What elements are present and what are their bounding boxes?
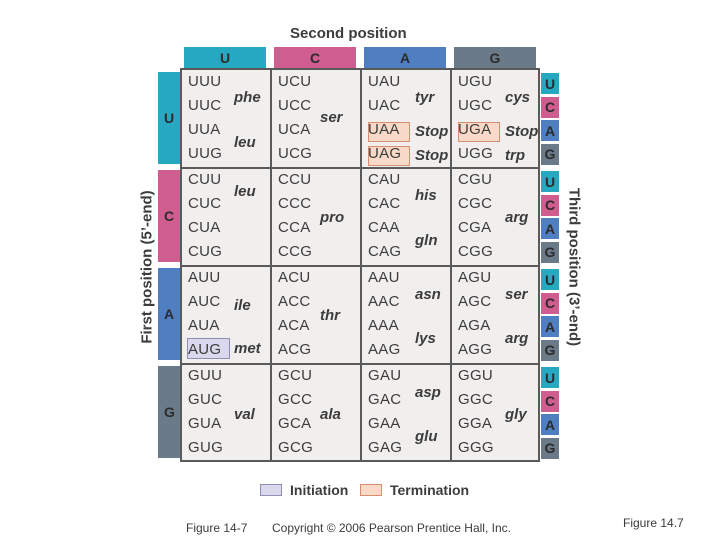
amino-acid-label: val (234, 406, 255, 423)
codon-cell: GCU (278, 367, 313, 384)
codon-cell: UCU (278, 73, 312, 90)
amino-acid-label: his (415, 187, 437, 204)
codon-cell: UUU (188, 73, 222, 90)
amino-acid-label: glu (415, 428, 438, 445)
header-label: C (164, 208, 175, 224)
third-position-cell: C (540, 292, 560, 315)
codon-cell: UGC (458, 97, 493, 114)
codon-cell: CAU (368, 171, 401, 188)
header-label: A (399, 50, 411, 66)
third-position-cell: A (540, 413, 560, 436)
amino-acid-label: trp (505, 147, 525, 164)
first-position-header-g (158, 366, 182, 458)
amino-acid-label: met (234, 340, 261, 357)
second-position-header-a (364, 47, 446, 69)
third-position-cell: G (540, 241, 560, 264)
codon-cell: AAC (368, 293, 400, 310)
figure-caption-left: Figure 14-7 (186, 521, 248, 535)
amino-acid-label: asp (415, 384, 441, 401)
third-position-label: Third position (3’-end) (565, 187, 583, 347)
copyright-text: Copyright © 2006 Pearson Prentice Hall, Inc. (272, 521, 511, 535)
codon-cell: AUC (188, 293, 221, 310)
amino-acid-label: arg (505, 209, 529, 226)
codon-cell: GGA (458, 415, 493, 432)
codon-cell: GGG (458, 439, 494, 456)
codon-cell: GGU (458, 367, 494, 384)
figure-caption-right: Figure 14.7 (623, 516, 684, 530)
second-position-header-c (274, 47, 356, 69)
codon-cell: GUU (188, 367, 223, 384)
second-position-header-g (454, 47, 536, 69)
codon-cell: AUA (188, 317, 220, 334)
termination-legend-swatch (360, 484, 382, 496)
header-label: U (164, 110, 175, 126)
codon-cell: GUA (188, 415, 222, 432)
initiation-legend-label: Initiation (290, 482, 349, 498)
codon-cell: ACA (278, 317, 310, 334)
amino-acid-label: thr (320, 307, 340, 324)
codon-cell: CAC (368, 195, 401, 212)
third-position-cell: U (540, 268, 560, 291)
codon-cell: CCU (278, 171, 312, 188)
codon-cell: GCC (278, 391, 313, 408)
third-position-cell: A (540, 315, 560, 338)
third-position-cell: U (540, 170, 560, 193)
amino-acid-label: ser (320, 109, 343, 126)
first-position-header-u (158, 72, 182, 164)
amino-acid-label: tyr (415, 89, 435, 106)
third-position-cell: A (540, 119, 560, 142)
codon-cell: CCA (278, 219, 311, 236)
amino-acid-label: leu (234, 134, 256, 151)
amino-acid-label: ile (234, 297, 251, 314)
codon-cell: CAA (368, 219, 400, 236)
codon-cell: CAG (368, 243, 402, 260)
codon-cell: AUU (188, 269, 221, 286)
codon-cell: UGA (458, 121, 492, 138)
amino-acid-label: gln (415, 232, 438, 249)
third-position-cell: G (540, 339, 560, 362)
codon-cell: CUA (188, 219, 221, 236)
header-label: A (164, 306, 175, 322)
second-position-header-u (184, 47, 266, 69)
third-position-cell: G (540, 437, 560, 460)
codon-cell: ACC (278, 293, 311, 310)
amino-acid-label: phe (234, 89, 261, 106)
amino-acid-label: gly (505, 406, 527, 423)
header-label: U (219, 50, 231, 66)
codon-cell: GAU (368, 367, 402, 384)
codon-cell: UAA (368, 121, 400, 138)
codon-cell: UCA (278, 121, 311, 138)
codon-cell: GCG (278, 439, 314, 456)
amino-acid-label: Stop (415, 123, 449, 140)
amino-acid-label: asn (415, 286, 441, 303)
codon-cell: CUU (188, 171, 222, 188)
codon-cell: UGU (458, 73, 493, 90)
amino-acid-label: Stop (415, 147, 449, 164)
codon-cell: GUG (188, 439, 224, 456)
codon-cell: CGU (458, 171, 493, 188)
third-position-cell: C (540, 390, 560, 413)
codon-cell: UUC (188, 97, 222, 114)
codon-cell: GUC (188, 391, 223, 408)
codon-cell: UAC (368, 97, 401, 114)
first-position-header-c (158, 170, 182, 262)
codon-cell: GAA (368, 415, 401, 432)
header-label: C (309, 50, 321, 66)
initiation-legend-swatch (260, 484, 282, 496)
amino-acid-label: ser (505, 286, 528, 303)
codon-cell: UUA (188, 121, 221, 138)
amino-acid-label: lys (415, 330, 436, 347)
codon-cell: AGG (458, 341, 493, 358)
first-position-header-a (158, 268, 182, 360)
codon-cell: AAG (368, 341, 401, 358)
codon-cell: CGC (458, 195, 493, 212)
codon-cell: CCG (278, 243, 313, 260)
codon-cell: CCC (278, 195, 312, 212)
amino-acid-label: pro (320, 209, 345, 226)
termination-legend-label: Termination (390, 482, 470, 498)
header-label: G (489, 50, 501, 66)
third-position-cell: C (540, 194, 560, 217)
codon-cell: CUG (188, 243, 223, 260)
codon-cell: UCC (278, 97, 312, 114)
codon-cell: GGC (458, 391, 494, 408)
second-position-title: Second position (290, 25, 407, 42)
third-position-cell: G (540, 143, 560, 166)
amino-acid-label: Stop (505, 123, 539, 140)
amino-acid-label: cys (505, 89, 531, 106)
header-label: G (164, 404, 175, 420)
codon-cell: AGU (458, 269, 492, 286)
codon-cell: GAG (368, 439, 403, 456)
third-position-cell: C (540, 96, 560, 119)
codon-cell: GCA (278, 415, 312, 432)
codon-cell: UCG (278, 145, 313, 162)
codon-cell: GAC (368, 391, 402, 408)
codon-cell: AGC (458, 293, 492, 310)
codon-cell: ACG (278, 341, 312, 358)
codon-cell: AAA (368, 317, 399, 334)
first-position-label: First position (5’-end) (138, 190, 156, 344)
codon-cell: CGA (458, 219, 492, 236)
codon-cell: UAU (368, 73, 401, 90)
third-position-cell: U (540, 366, 560, 389)
codon-cell: CGG (458, 243, 494, 260)
amino-acid-label: ala (320, 406, 341, 423)
codon-cell: UUG (188, 145, 223, 162)
codon-cell: AUG (188, 341, 222, 358)
third-position-cell: A (540, 217, 560, 240)
amino-acid-label: arg (505, 330, 529, 347)
amino-acid-label: leu (234, 183, 256, 200)
codon-cell: AGA (458, 317, 491, 334)
codon-cell: AAU (368, 269, 400, 286)
codon-cell: ACU (278, 269, 311, 286)
codon-cell: UGG (458, 145, 494, 162)
third-position-cell: U (540, 72, 560, 95)
codon-table (180, 68, 540, 462)
codon-cell: UAG (368, 145, 402, 162)
codon-cell: CUC (188, 195, 222, 212)
